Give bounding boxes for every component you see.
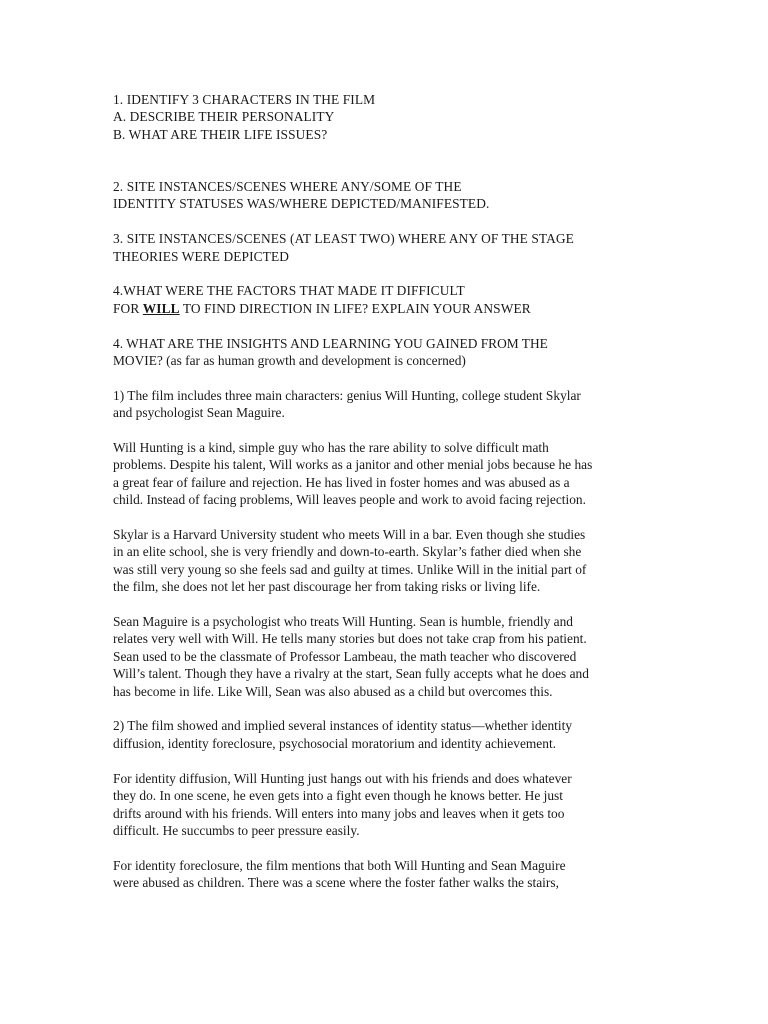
paragraph-line: has become in life. Like Will, Sean was also abused as a child but overcomes this. [113,683,553,699]
answer-paragraph-7 [113,857,653,892]
paragraph-line: diffusion, identity foreclosure, psychosocial moratorium and identity achievement. [113,735,557,751]
answer-paragraph-6 [113,770,653,840]
paragraph-line: and psychologist Sean Maguire. [113,405,285,421]
question-4b-line-2: MOVIE? (as far as human growth and development is concerned) [113,353,466,369]
paragraph-line: were abused as children. There was a scene where the foster father walks the stairs, [113,875,559,891]
question-4a-prefix: FOR [113,300,143,316]
paragraph-line: they do. In one scene, he even gets into a fight even though he knows better. He just [113,788,563,804]
paragraph-line: was still very young so she feels sad and guilty at times. Unlike Will in the initial part of [113,561,587,577]
question-1 [113,91,653,143]
document-body [113,91,653,892]
paragraph-line: Will Hunting is a kind, simple guy who has the rare ability to solve difficult math [113,440,549,456]
answer-paragraph-1 [113,387,653,422]
question-3-line-2: THEORIES WERE DEPICTED [113,248,290,264]
paragraph-line: problems. Despite his talent, Will works as a janitor and other menial jobs because he has [113,457,593,473]
paragraph-line: 2) The film showed and implied several instances of identity status—whether identity [113,718,573,734]
answer-paragraph-5 [113,717,653,752]
paragraph-line: For identity diffusion, Will Hunting just hangs out with his friends and does whatever [113,770,572,786]
paragraph-line: the film, she does not let her past discourage her from taking risks or living life. [113,579,541,595]
question-2-line-1: 2. SITE INSTANCES/SCENES WHERE ANY/SOME OF THE [113,179,462,195]
question-4a-line-1: 4.WHAT WERE THE FACTORS THAT MADE IT DIFFICULT [113,283,465,299]
paragraph-line: drifts around with his friends. Will enters into many jobs and leaves when it gets too [113,805,565,821]
paragraph-line: child. Instead of facing problems, Will leaves people and work to avoid facing rejection. [113,492,586,508]
question-4b-line-1: 4. WHAT ARE THE INSIGHTS AND LEARNING YOU GAINED FROM THE [113,335,548,351]
question-4a-line-2 [113,300,653,317]
answer-paragraph-2 [113,439,653,509]
question-4a-suffix: TO FIND DIRECTION IN LIFE? EXPLAIN YOUR ANSWER [179,300,531,316]
question-3 [113,230,653,265]
paragraph-line: in an elite school, she is very friendly and down-to-earth. Skylar’s father died when she [113,544,582,560]
paragraph-line: For identity foreclosure, the film mentions that both Will Hunting and Sean Maguire [113,857,566,873]
paragraph-line: a great fear of failure and rejection. He has lived in foster homes and was abused as a [113,474,570,490]
paragraph-line: Skylar is a Harvard University student who meets Will in a bar. Even though she studies [113,527,586,543]
answer-paragraph-3 [113,526,653,596]
question-4b [113,335,653,370]
question-1-part-b: B. WHAT ARE THEIR LIFE ISSUES? [113,126,328,142]
paragraph-line: Sean Maguire is a psychologist who treats Will Hunting. Sean is humble, friendly and [113,614,574,630]
question-1-part-a: A. DESCRIBE THEIR PERSONALITY [113,109,335,125]
question-4a [113,282,653,317]
question-4a-emphasis: WILL [142,300,180,316]
paragraph-line: relates very well with Will. He tells many stories but does not take crap from his patient. [113,631,587,647]
paragraph-line: difficult. He succumbs to peer pressure easily. [113,822,360,838]
question-2 [113,178,653,213]
paragraph-line: 1) The film includes three main characters: genius Will Hunting, college student Skylar [113,387,581,403]
question-1-title: 1. IDENTIFY 3 CHARACTERS IN THE FILM [113,92,376,107]
question-2-line-2: IDENTITY STATUSES WAS/WHERE DEPICTED/MANIFESTED. [113,196,490,212]
answer-paragraph-4 [113,613,653,700]
question-3-line-1: 3. SITE INSTANCES/SCENES (AT LEAST TWO) WHERE ANY OF THE STAGE [113,231,574,247]
paragraph-line: Sean used to be the classmate of Professor Lambeau, the math teacher who discovered [113,648,577,664]
paragraph-line: Will’s talent. Though they have a rivalry at the start, Sean fully accepts what he does and [113,666,589,682]
